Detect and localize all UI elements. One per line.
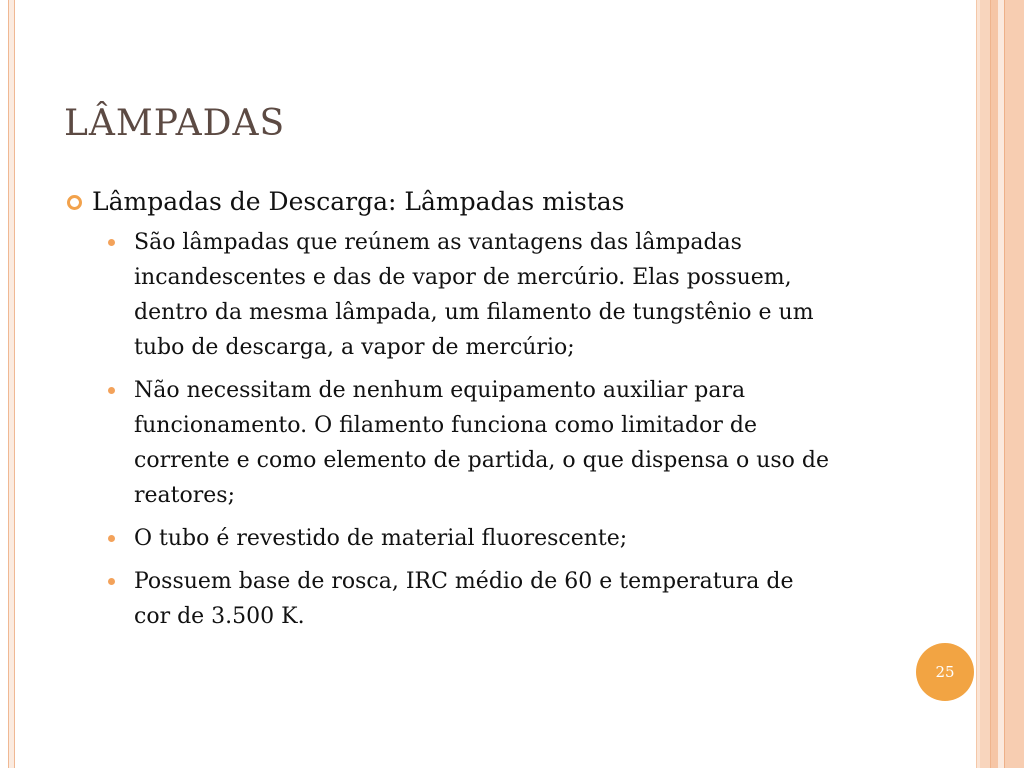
frame-stripe xyxy=(990,0,998,768)
ring-bullet-icon xyxy=(67,195,82,210)
left-frame-border xyxy=(8,0,15,768)
list-item-text: São lâmpadas que reúnem as vantagens das lâmpadas incandescentes e das de vapor de mercúrio. Elas possuem, dentro da mesma lâmpada, um filamento de tungstênio e um tubo de descarga, a vapor de mercúrio; xyxy=(134,229,814,360)
list-item-text: O tubo é revestido de material fluorescente; xyxy=(134,525,628,551)
slide-content xyxy=(64,186,894,642)
main-bullet-text: Lâmpadas de Descarga: Lâmpadas mistas xyxy=(92,187,625,216)
sub-bullet-list xyxy=(64,225,894,634)
list-item-text: Não necessitam de nenhum equipamento auxiliar para funcionamento. O filamento funciona como limitador de corrente e como elemento de partida, o que dispensa o uso de reatores; xyxy=(134,377,830,508)
list-item xyxy=(64,225,834,365)
right-frame-stripes xyxy=(976,0,1024,768)
list-item xyxy=(64,521,834,556)
list-item-text: Possuem base de rosca, IRC médio de 60 e temperatura de cor de 3.500 K. xyxy=(134,568,794,629)
main-bullet xyxy=(64,186,894,219)
dot-bullet-icon xyxy=(108,387,115,394)
page-number: 25 xyxy=(935,663,955,681)
dot-bullet-icon xyxy=(108,535,115,542)
frame-stripe xyxy=(1004,0,1024,768)
page-number-badge xyxy=(916,643,974,701)
slide-title: LÂMPADAS xyxy=(64,103,286,144)
dot-bullet-icon xyxy=(108,239,115,246)
list-item xyxy=(64,373,834,513)
dot-bullet-icon xyxy=(108,578,115,585)
list-item xyxy=(64,564,834,634)
frame-stripe xyxy=(980,0,990,768)
